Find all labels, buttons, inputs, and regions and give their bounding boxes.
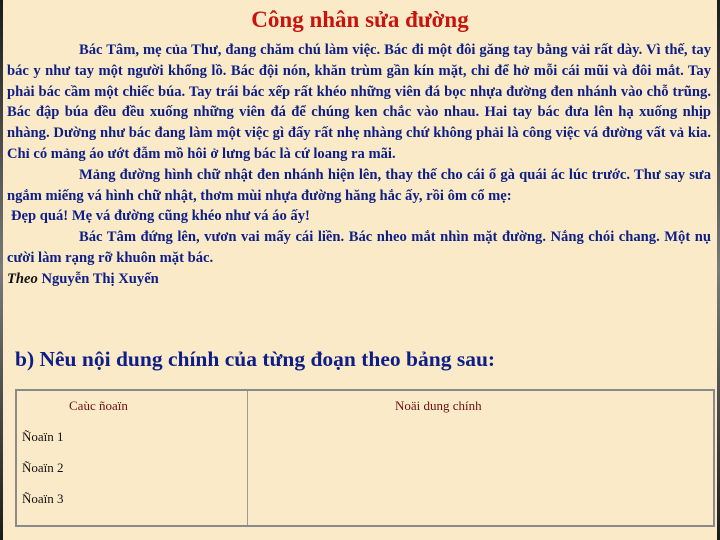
table-header-content: Noäi dung chính — [395, 398, 482, 413]
source-author: Nguyễn Thị Xuyến — [41, 270, 159, 287]
story-paragraph-2: Mảng đường hình chữ nhật đen nhánh hiện lên, thay thế cho cái ổ gà quái ác lúc trước. Thư say sưa ngắm miếng vá hình chữ nhật, thơm mùi nhựa đường hăng hắc ấy, rồi ôm cổ mẹ: — [7, 166, 711, 204]
source-prefix: Theo — [7, 270, 38, 287]
table-row-label: Ñoaïn 3 — [22, 491, 64, 506]
story-paragraph-3: Đẹp quá! Mẹ vá đường cũng khéo như vá áo ấy! — [11, 208, 310, 225]
story-source — [7, 269, 711, 290]
table-header-paragraphs: Caùc ñoaïn — [69, 398, 128, 413]
page-title: Công nhân sửa đường — [251, 7, 469, 32]
task-heading: b) Nêu nội dung chính của từng đoạn theo bảng sau: — [15, 347, 496, 371]
slide-page — [3, 0, 717, 540]
answer-table — [15, 389, 715, 527]
table-divider — [247, 391, 248, 525]
story-paragraph-1: Bác Tâm, mẹ của Thư, đang chăm chú làm việc. Bác đi một đôi găng tay bằng vải rất dày. Vì thế, tay bác y như tay một người khổng lồ. Bác đội nón, khăn trùm gần kín mặt, chỉ để hở mỗi cái mũi và đôi mắt. Tay phải bác cầm một chiếc búa. Tay trái bác xếp rất khéo những viên đá bọc nhựa đường đen nhánh vào chỗ trũng. Bác đập búa đều đều xuống những viên đá để chúng ken chắc vào nhau. Hai tay bác đưa lên hạ xuống nhịp nhàng. Dường như bác đang làm một việc gì đấy rất nhẹ nhàng chứ không phải là công việc vá đường vất vả kia. Chỉ có mảng áo ướt đẫm mồ hôi ở lưng bác là cứ loang ra mãi. — [7, 42, 711, 162]
story-text — [7, 40, 711, 290]
story-paragraph-4: Bác Tâm đứng lên, vươn vai mấy cái liền. Bác nheo mắt nhìn mặt đường. Nắng chói chang. Một nụ cười làm rạng rỡ khuôn mặt bác. — [7, 229, 711, 266]
table-row-label: Ñoaïn 1 — [22, 429, 64, 444]
table-row-label: Ñoaïn 2 — [22, 460, 64, 475]
